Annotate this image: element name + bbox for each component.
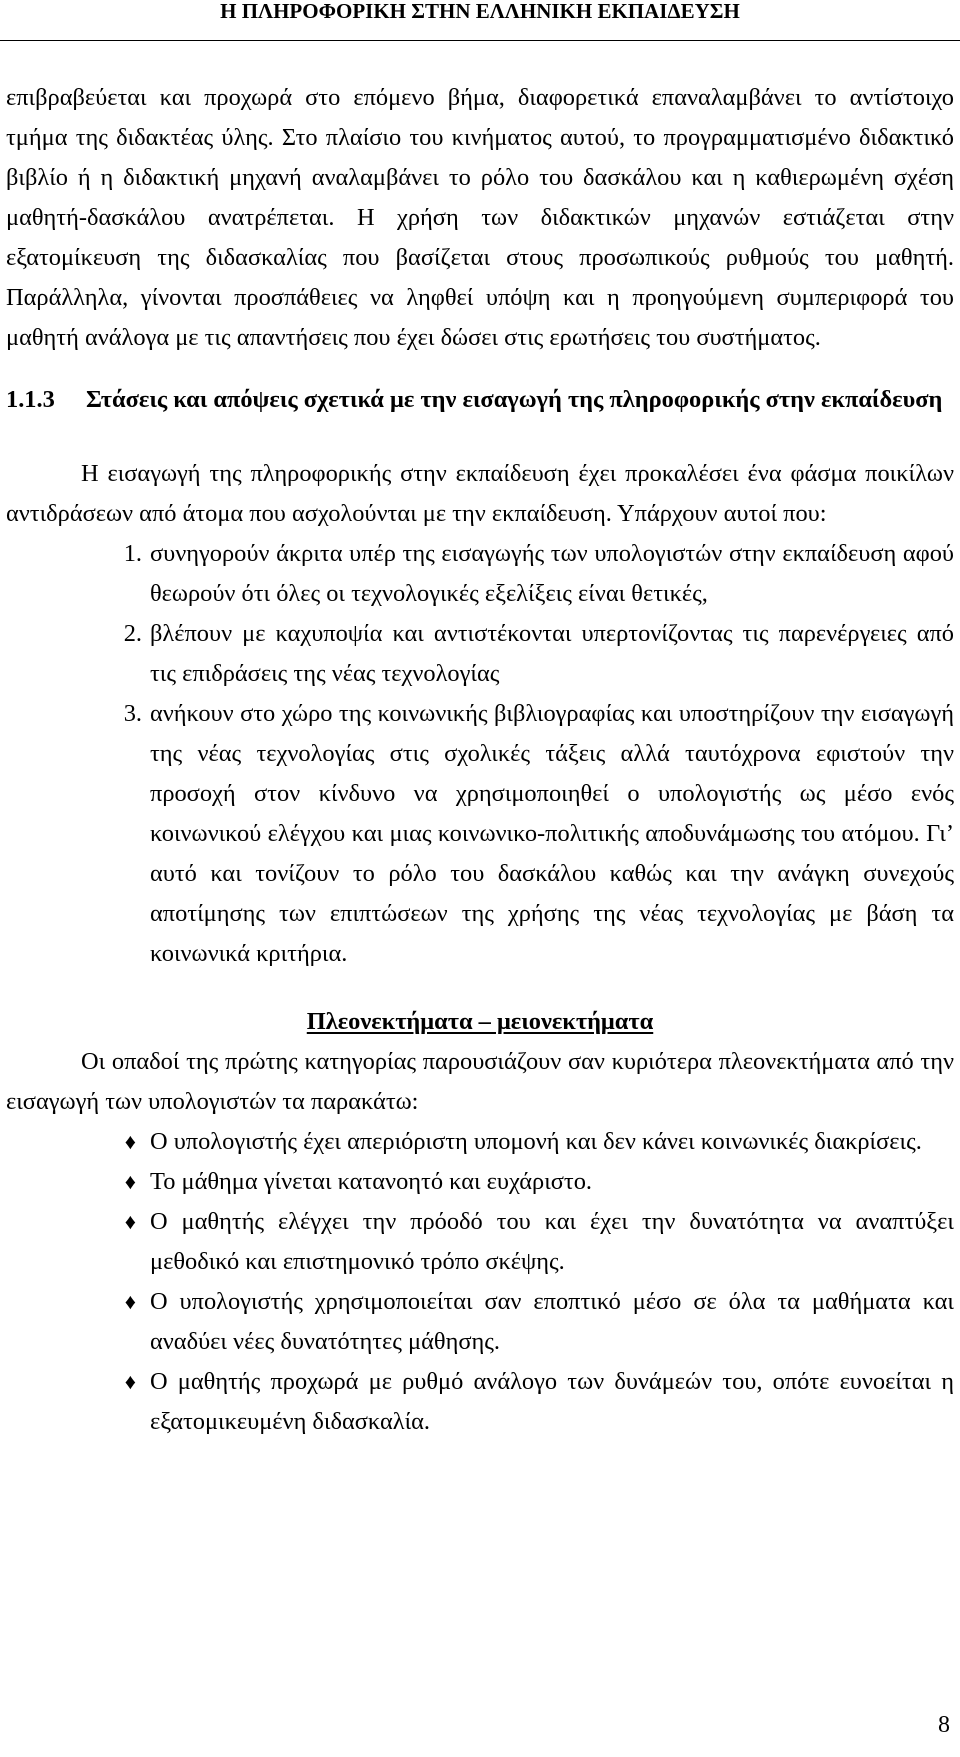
list-item-number: 3.: [123, 700, 142, 727]
list-item: [6, 534, 954, 614]
diamond-bullet-icon: ♦: [124, 1169, 136, 1194]
section-heading: [6, 380, 954, 420]
list-item: [6, 694, 954, 974]
subsection-title: Πλεονεκτήματα – μειονεκτήματα: [306, 1008, 654, 1035]
section-number: 1.1.3: [6, 386, 55, 413]
list-item: [6, 1122, 954, 1162]
list-item-text: Ο μαθητής ελέγχει την πρόοδό του και έχει την δυνατότητα να αναπτύξει μεθοδικό και επιστημονικό τρόπο σκέψης.: [150, 1208, 954, 1275]
advantages-list: [6, 1122, 954, 1442]
numbered-list: [6, 534, 954, 974]
list-item: [6, 1362, 954, 1442]
diamond-bullet-icon: ♦: [124, 1289, 136, 1314]
section-title: Στάσεις και απόψεις σχετικά με την εισαγωγή της πληροφορικής στην εκπαίδευση: [86, 386, 943, 413]
running-header-title: Η ΠΛΗΡΟΦΟΡΙΚΗ ΣΤΗΝ ΕΛΛΗΝΙΚΗ ΕΚΠΑΙΔΕΥΣΗ: [220, 0, 740, 23]
list-item-number: 2.: [123, 620, 142, 647]
list-item-text: Ο υπολογιστής χρησιμοποιείται σαν εποπτικό μέσο σε όλα τα μαθήματα και αναδύει νέες δυνατότητες μάθησης.: [150, 1288, 954, 1355]
diamond-bullet-icon: ♦: [124, 1209, 136, 1234]
list-item: [6, 1162, 954, 1202]
list-item-text: συνηγορούν άκριτα υπέρ της εισαγωγής των υπολογιστών στην εκπαίδευση αφού θεωρούν ότι όλες οι τεχνολογικές εξελίξεις είναι θετικές,: [150, 540, 954, 607]
list-item-number: 1.: [123, 540, 142, 567]
list-item-text: Το μάθημα γίνεται κατανοητό και ευχάριστο.: [150, 1168, 592, 1195]
list-item-text: βλέπουν με καχυποψία και αντιστέκονται υπερτονίζοντας τις παρενέργειες από τις επιδράσεις της νέας τεχνολογίας: [150, 620, 954, 687]
diamond-bullet-icon: ♦: [124, 1129, 136, 1154]
intro-paragraph: Η εισαγωγή της πληροφορικής στην εκπαίδευση έχει προκαλέσει ένα φάσμα ποικίλων αντιδράσεων από άτομα που ασχολούνται με την εκπαίδευση. Υπάρχουν αυτοί που:: [6, 460, 954, 527]
list-item-text: Ο μαθητής προχωρά με ρυθμό ανάλογο των δυνάμεών του, οπότε ευνοείται η εξατομικευμένη διδασκαλία.: [150, 1368, 954, 1435]
page-number: 8: [938, 1712, 950, 1738]
list-item-text: Ο υπολογιστής έχει απεριόριστη υπομονή και δεν κάνει κοινωνικές διακρίσεις.: [150, 1128, 922, 1155]
diamond-bullet-icon: ♦: [124, 1369, 136, 1394]
running-header: [0, 0, 960, 41]
list-item: [6, 1202, 954, 1282]
list-item: [6, 614, 954, 694]
list-item-text: ανήκουν στο χώρο της κοινωνικής βιβλιογραφίας και υποστηρίζουν την εισαγωγή της νέας τεχνολογίας στις σχολικές τάξεις αλλά ταυτόχρονα εφιστούν την προσοχή στον κίνδυνο να χρησιμοποιηθεί ο υπολογιστής ως μέσο ενός κοινωνικού ελέγχου και μιας κοινωνικο-πολιτικής αποδυνάμωσης του ατόμου. Γι’ αυτό και τονίζουν το ρόλο του δασκάλου καθώς και την ανάγκη συνεχούς αποτίμησης των επιπτώσεων της χρήσης της νέας τεχνολογίας με βάση τα κοινωνικά κριτήρια.: [150, 700, 954, 967]
body-paragraph: επιβραβεύεται και προχωρά στο επόμενο βήμα, διαφορετικά επαναλαμβάνει το αντίστοιχο τμήμα της διδακτέας ύλης. Στο πλαίσιο του κινήματος αυτού, το προγραμματισμένο διδακτικό βιβλίο ή η διδακτική μηχανή αναλαμβάνει το ρόλο του δασκάλου και η καθιερωμένη σχέση μαθητή-δασκάλου ανατρέπεται. Η χρήση των διδακτικών μηχανών εστιάζεται στην εξατομίκευση της διδασκαλίας που βασίζεται στους προσωπικούς ρυθμούς του μαθητή. Παράλληλα, γίνονται προσπάθειες να ληφθεί υπόψη και η προηγούμενη συμπεριφορά του μαθητή ανάλογα με τις απαντήσεις που έχει δώσει στις ερωτήσεις του συστήματος.: [6, 84, 954, 351]
page-content: [6, 78, 954, 1442]
advantages-intro: Οι οπαδοί της πρώτης κατηγορίας παρουσιάζουν σαν κυριότερα πλεονεκτήματα από την εισαγωγή των υπολογιστών τα παρακάτω:: [6, 1048, 954, 1115]
list-item: [6, 1282, 954, 1362]
